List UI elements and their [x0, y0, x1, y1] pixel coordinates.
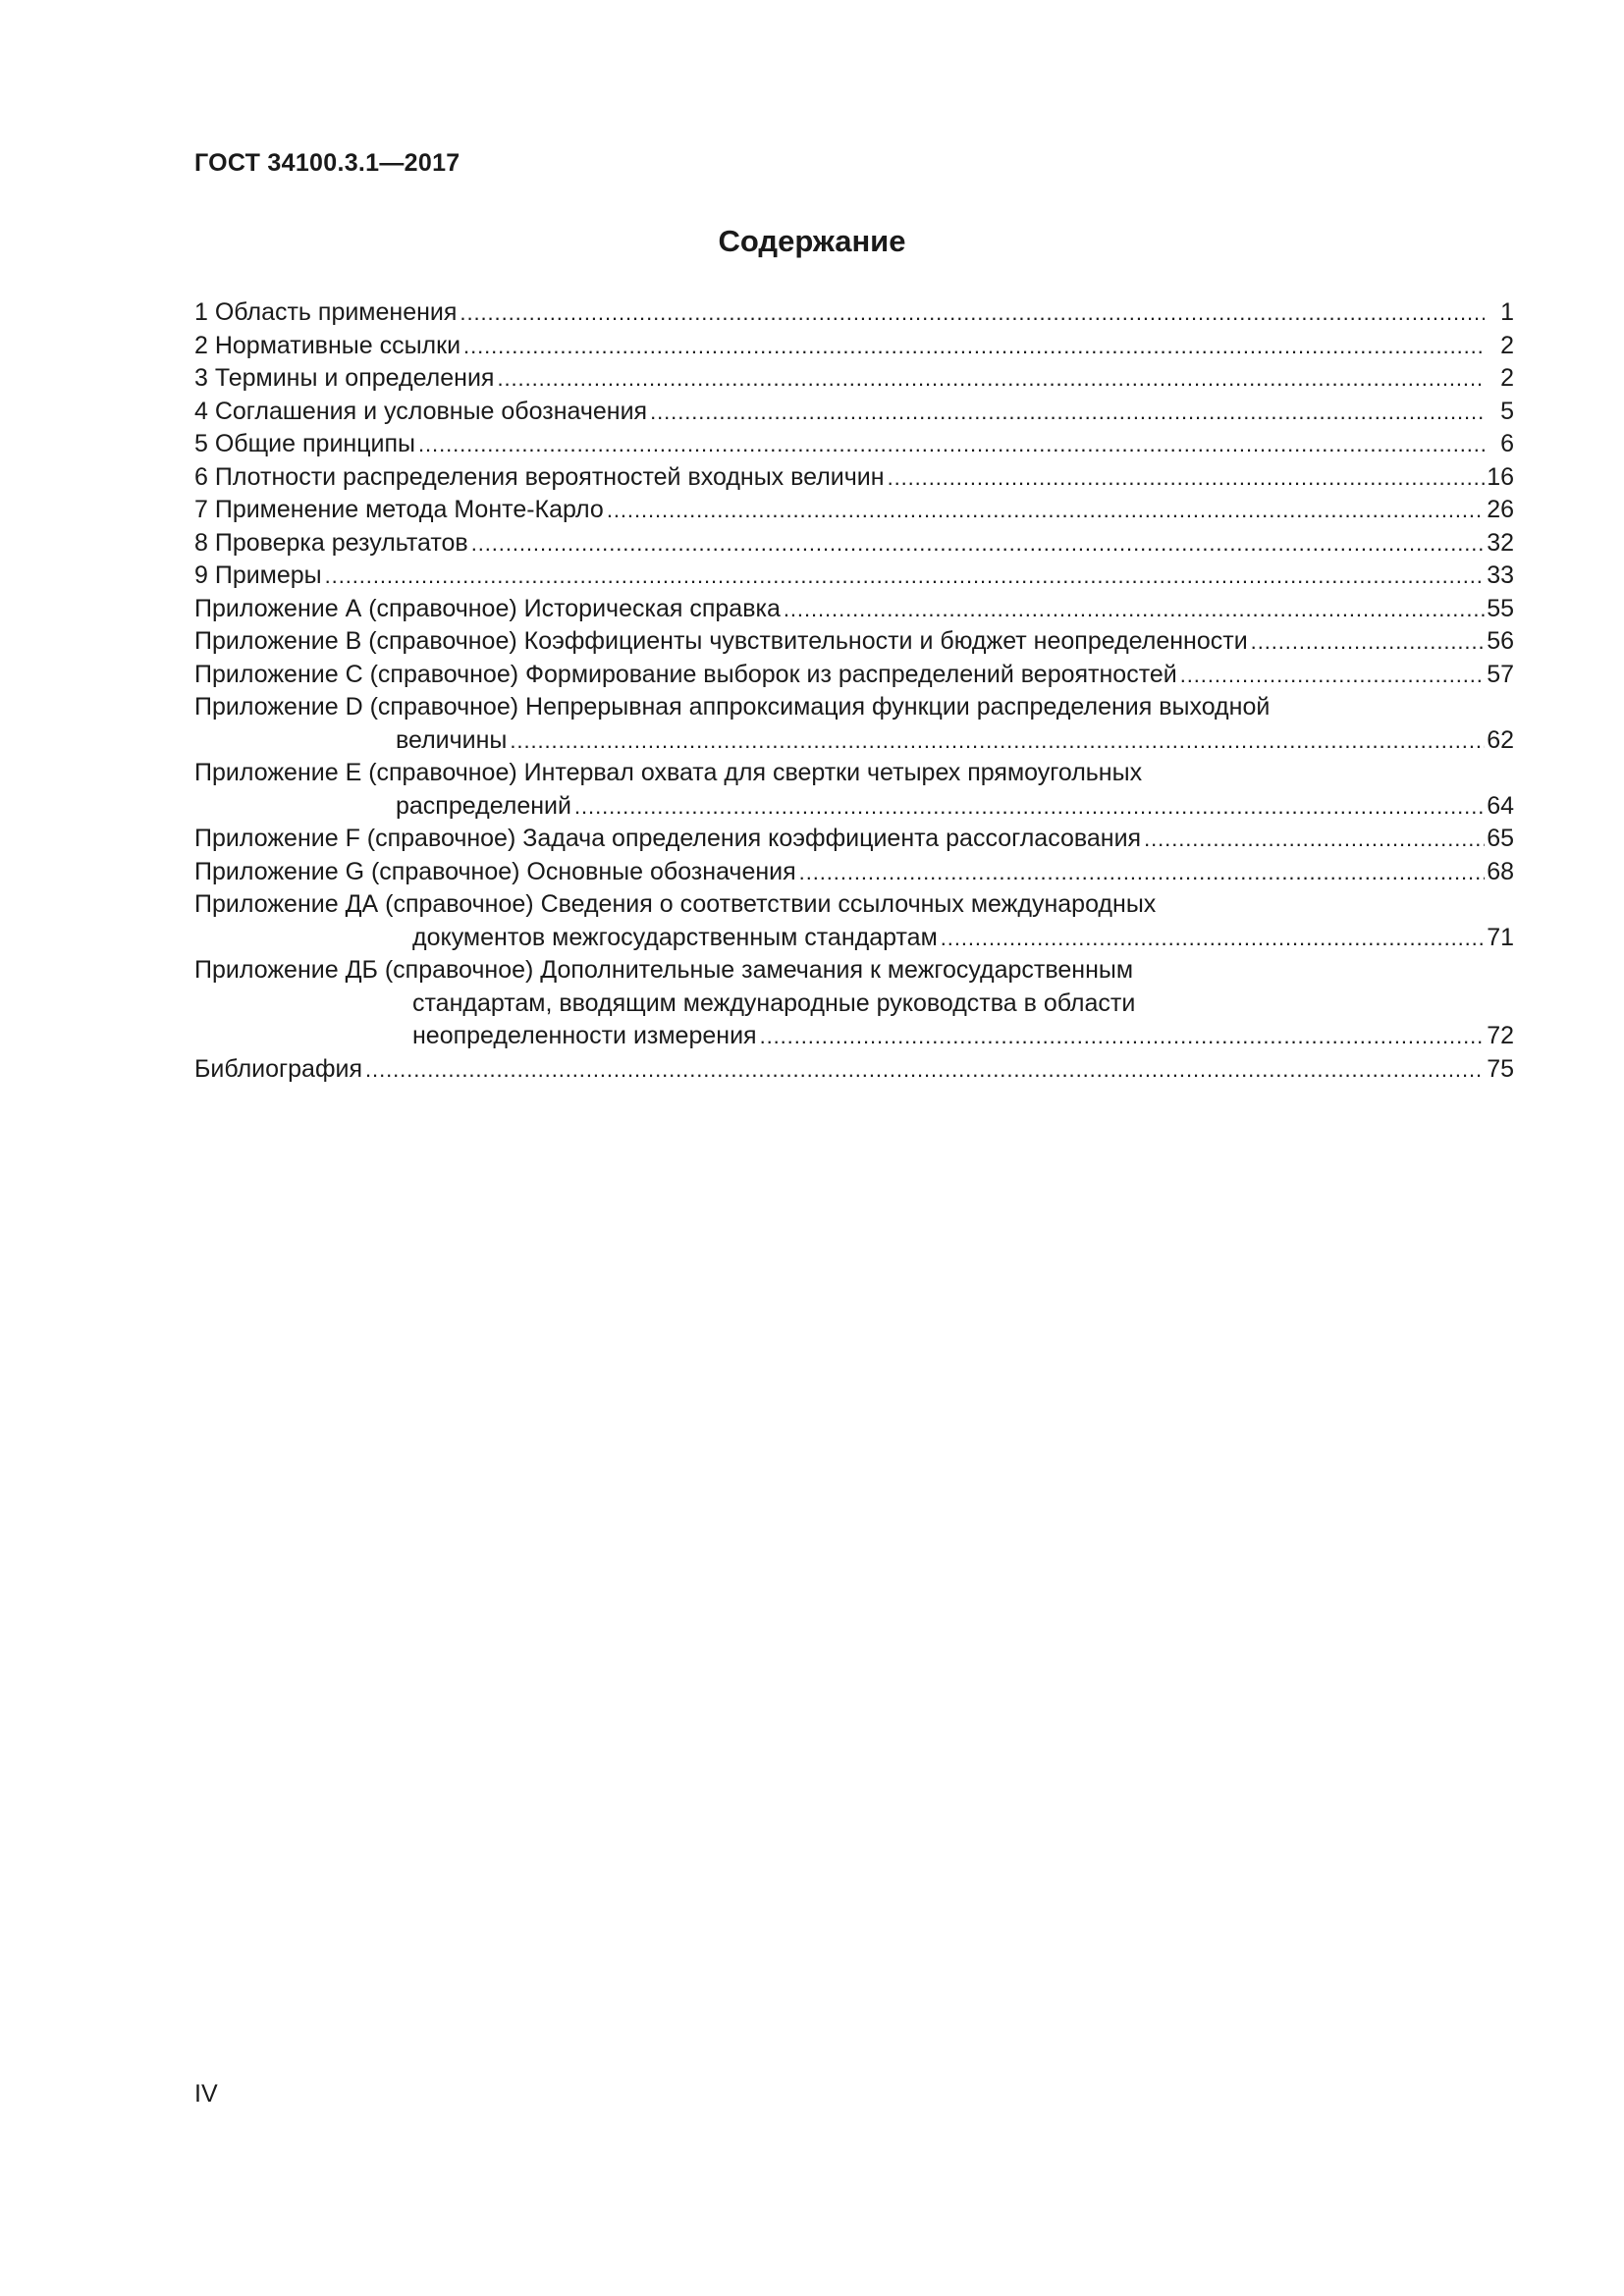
toc-entry-text: 9 Примеры [194, 561, 322, 589]
toc-entry[interactable] [194, 461, 1514, 495]
toc-entry-text: Приложение G (справочное) Основные обозначения [194, 857, 796, 885]
table-of-contents [194, 296, 1514, 1086]
toc-entry-text: 3 Термины и определения [194, 364, 495, 392]
dot-leader [781, 593, 1485, 626]
toc-entry-text: 1 Область применения [194, 298, 458, 326]
toc-page-number: 2 [1500, 331, 1514, 359]
page-number: IV [194, 2080, 218, 2108]
toc-entry-text: Приложение F (справочное) Задача определения коэффициента рассогласования [194, 825, 1142, 852]
toc-entry[interactable] [194, 330, 1514, 363]
toc-entry[interactable] [194, 823, 1514, 856]
toc-entry[interactable] [194, 625, 1514, 659]
toc-page-number: 32 [1487, 528, 1514, 557]
dot-leader [468, 527, 1485, 561]
toc-page-number: 6 [1500, 430, 1514, 457]
dot-leader [1177, 659, 1485, 692]
dot-leader [494, 362, 1485, 396]
toc-page-number: 68 [1487, 857, 1514, 885]
toc-entry[interactable] [194, 954, 1514, 1053]
toc-page-number: 26 [1487, 496, 1514, 523]
toc-entry-text: Приложение ДБ (справочное) Дополнительные замечания к межгосударственным [194, 956, 1134, 984]
dot-leader [796, 856, 1485, 889]
dot-leader [362, 1053, 1485, 1087]
dot-leader [571, 790, 1485, 824]
toc-page-number: 72 [1487, 1022, 1514, 1049]
toc-entry[interactable] [194, 527, 1514, 561]
toc-entry[interactable] [194, 428, 1514, 461]
toc-page-number: 64 [1487, 791, 1514, 820]
toc-entry-text: документов межгосударственным стандартам [412, 923, 938, 951]
toc-entry-text: Приложение ДА (справочное) Сведения о соответствии ссылочных международных [194, 890, 1157, 918]
toc-entry-text: Приложение D (справочное) Непрерывная аппроксимация функции распределения выходной [194, 693, 1271, 721]
dot-leader [757, 1020, 1485, 1053]
dot-leader [938, 922, 1485, 955]
toc-page-number: 33 [1487, 561, 1514, 589]
toc-entry-text: неопределенности измерения [412, 1022, 757, 1049]
toc-page-number: 62 [1487, 725, 1514, 754]
toc-page-number: 2 [1500, 364, 1514, 392]
toc-entry[interactable] [194, 296, 1514, 330]
toc-entry-text: Приложение С (справочное) Формирование выборок из распределений вероятностей [194, 660, 1177, 688]
toc-entry[interactable] [194, 396, 1514, 429]
dot-leader [885, 461, 1485, 495]
toc-page-number: 65 [1487, 825, 1514, 852]
dot-leader [415, 428, 1485, 461]
toc-entry[interactable] [194, 888, 1514, 954]
dot-leader [460, 330, 1485, 363]
toc-entry-text: 2 Нормативные ссылки [194, 331, 461, 359]
dot-leader [1141, 823, 1485, 856]
toc-entry-text: Приложение В (справочное) Коэффициенты чувствительности и бюджет неопределенности [194, 627, 1248, 655]
dot-leader [457, 296, 1485, 330]
toc-entry[interactable] [194, 560, 1514, 593]
toc-entry-text: Библиография [194, 1054, 363, 1083]
toc-entry[interactable] [194, 659, 1514, 692]
dot-leader [322, 560, 1485, 593]
toc-entry-text: стандартам, вводящим международные руководства в области [412, 988, 1136, 1017]
dot-leader [1248, 625, 1485, 659]
document-code: ГОСТ 34100.3.1—2017 [194, 149, 460, 177]
toc-page-number: 1 [1500, 298, 1514, 326]
page-title: Содержание [718, 224, 906, 258]
toc-entry-text: 4 Соглашения и условные обозначения [194, 397, 648, 425]
toc-page-number: 56 [1487, 627, 1514, 655]
toc-entry[interactable] [194, 691, 1514, 757]
toc-entry-text: Приложение Е (справочное) Интервал охвата для свертки четырех прямоугольных [194, 759, 1143, 786]
toc-page-number: 5 [1500, 397, 1514, 425]
toc-entry[interactable] [194, 1053, 1514, 1087]
toc-entry[interactable] [194, 362, 1514, 396]
toc-page-number: 57 [1487, 660, 1514, 688]
toc-entry-text: 8 Проверка результатов [194, 528, 468, 557]
toc-entry-text: распределений [396, 791, 571, 820]
toc-entry-text: 7 Применение метода Монте-Карло [194, 496, 604, 523]
dot-leader [604, 494, 1485, 527]
toc-page-number: 75 [1487, 1054, 1514, 1083]
toc-page-number: 16 [1487, 462, 1514, 491]
dot-leader [507, 724, 1485, 758]
toc-entry[interactable] [194, 593, 1514, 626]
toc-page-number: 55 [1487, 594, 1514, 622]
toc-entry[interactable] [194, 494, 1514, 527]
dot-leader [647, 396, 1485, 429]
toc-entry[interactable] [194, 856, 1514, 889]
toc-entry-text: величины [396, 725, 508, 754]
toc-entry-text: Приложение А (справочное) Историческая справка [194, 594, 781, 622]
toc-entry-text: 5 Общие принципы [194, 430, 415, 457]
toc-entry[interactable] [194, 757, 1514, 823]
toc-entry-text: 6 Плотности распределения вероятностей входных величин [194, 462, 885, 491]
toc-page-number: 71 [1487, 923, 1514, 951]
